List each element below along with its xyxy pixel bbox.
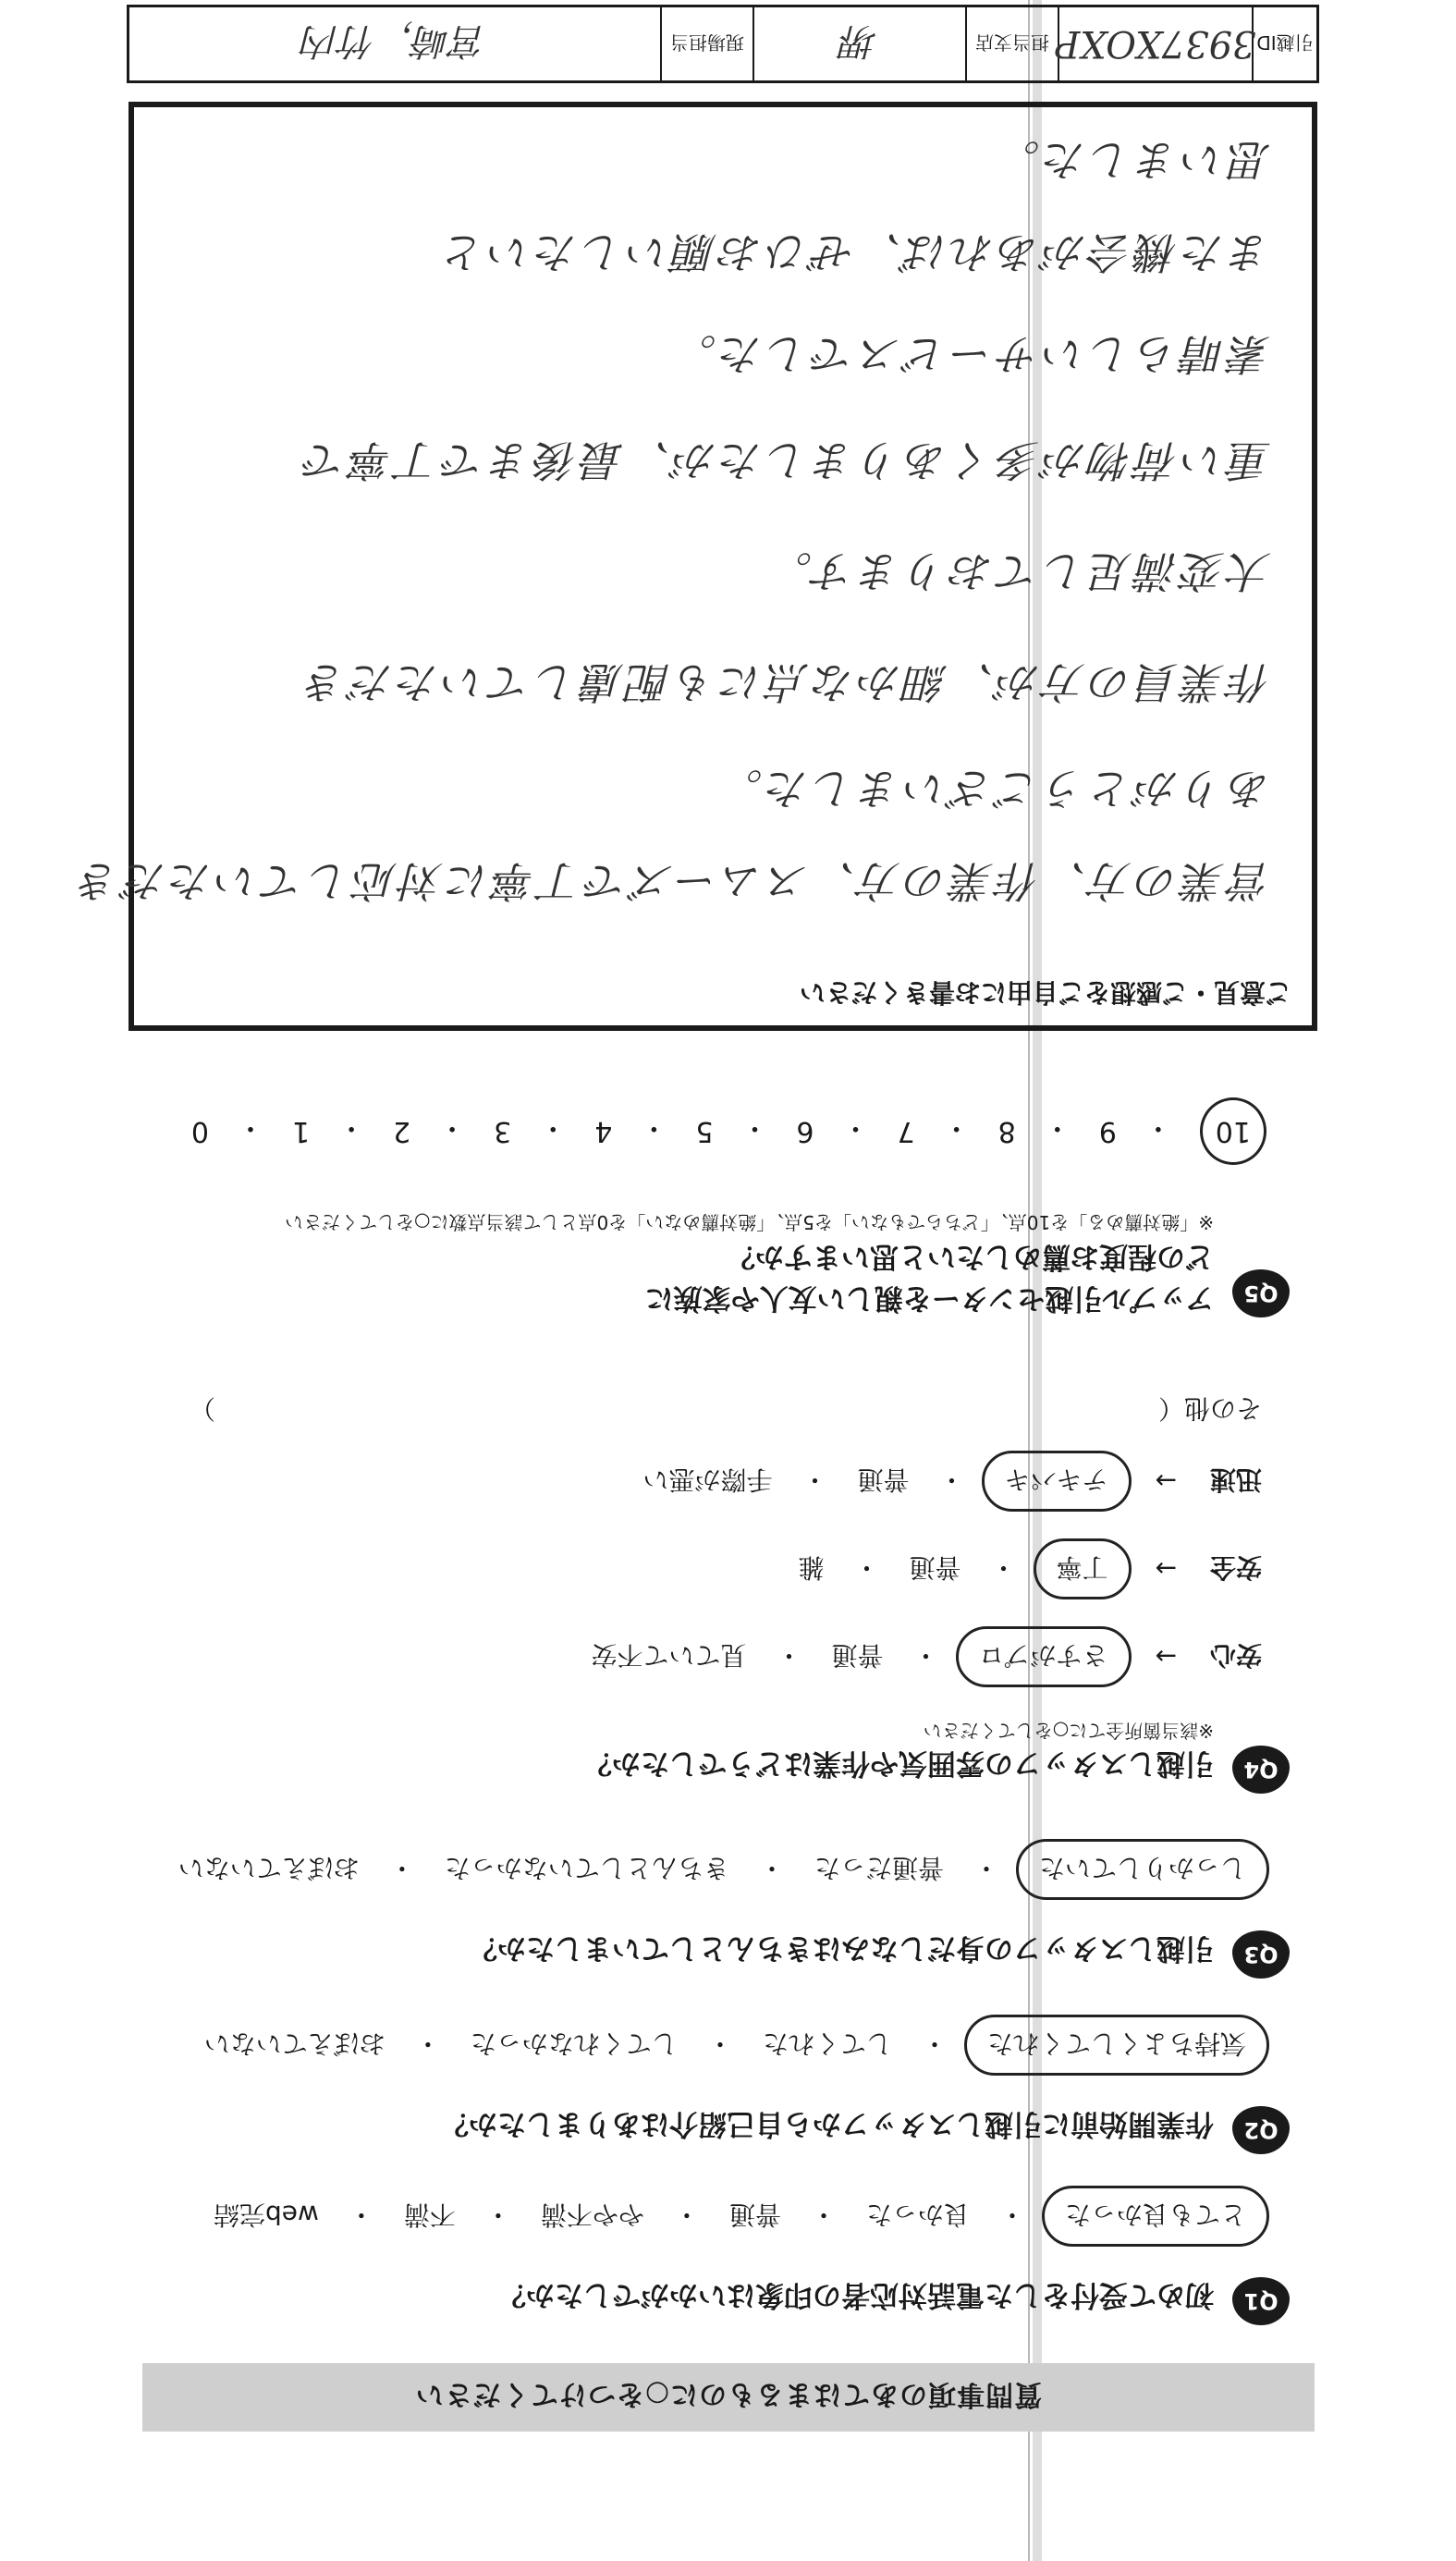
scale-value[interactable]: 5 bbox=[695, 1115, 714, 1147]
q4-option-circled[interactable]: 丁寧 bbox=[1034, 1538, 1132, 1599]
comment-line: 素晴らしいサービスでした。 bbox=[670, 329, 1271, 379]
q1-badge: Q1 bbox=[1232, 2277, 1290, 2325]
comment-line: 大変満足しております。 bbox=[765, 546, 1271, 596]
footer-table bbox=[127, 5, 1319, 83]
q4-option[interactable]: 普通 bbox=[831, 1640, 884, 1671]
q4-option-circled[interactable]: テキパキ bbox=[982, 1451, 1132, 1512]
q4-badge: Q4 bbox=[1232, 1746, 1290, 1794]
q4-option[interactable]: 雑 bbox=[798, 1552, 825, 1583]
q4-option[interactable]: 手際が悪い bbox=[642, 1464, 773, 1495]
q4-other-close: ） bbox=[189, 1393, 215, 1424]
comment-line: また機会があれば、ぜひお願いしたいと bbox=[439, 227, 1271, 277]
q2-options: 気持ちよくしてくれた ・ してくれた ・ してくれなかった ・ おぼえていない bbox=[199, 2015, 1262, 2076]
q1-option-circled[interactable]: とても良かった bbox=[1042, 2186, 1269, 2247]
branch-label: 担当支店 bbox=[965, 7, 1058, 80]
q2-option[interactable]: してくれなかった bbox=[470, 2028, 678, 2059]
q3-option[interactable]: 普通だった bbox=[814, 1853, 944, 1883]
q4-other-row bbox=[79, 1391, 1262, 1428]
staff-label: 現場担当 bbox=[660, 7, 752, 80]
scale-value[interactable]: 4 bbox=[594, 1115, 613, 1147]
scale-value-circled[interactable]: 10 bbox=[1200, 1097, 1266, 1165]
instruction-banner: 質問事項のあてはまるものに○をつけてください bbox=[142, 2363, 1315, 2432]
comments-box bbox=[73, 102, 1317, 1031]
q1-option[interactable]: 良かった bbox=[865, 2200, 970, 2230]
q4-row-label: 安全 bbox=[1209, 1552, 1262, 1583]
q2-badge: Q2 bbox=[1232, 2106, 1290, 2154]
q1-option[interactable]: 不満 bbox=[403, 2200, 456, 2230]
staff-value: 宮崎，竹内 bbox=[302, 19, 487, 62]
scale-value[interactable]: 9 bbox=[1098, 1115, 1117, 1147]
branch-value: 堺 bbox=[752, 7, 965, 80]
scale-value[interactable]: 3 bbox=[494, 1115, 512, 1147]
q4-option[interactable]: 見ていて不安 bbox=[591, 1640, 747, 1671]
q1-option[interactable]: 普通 bbox=[728, 2200, 781, 2230]
comment-line: 重い荷物が多くありましたが、最後まで丁寧で bbox=[300, 435, 1271, 485]
q2-option[interactable]: おぼえていない bbox=[203, 2028, 385, 2059]
arrow-right-icon: → bbox=[1155, 1465, 1177, 1497]
arrow-right-icon: → bbox=[1155, 1553, 1177, 1585]
q4-question: 引越しスタッフの雰囲気や作業はどうでしたか？ bbox=[583, 1746, 1214, 1780]
q3-option[interactable]: きちんとしていなかった bbox=[444, 1853, 729, 1883]
q1-options: とても良かった ・ 良かった ・ 普通 ・ やや不満 ・ 不満 ・ web完結 bbox=[208, 2186, 1262, 2247]
comment-line: ありがとうございました。 bbox=[716, 764, 1271, 814]
comment-line: 営業の方、作業の方、スムーズで丁寧に対応していただき bbox=[73, 856, 1271, 906]
q4-note: ※該当箇所全てに○をしてください bbox=[923, 1720, 1214, 1742]
scale-value[interactable]: 1 bbox=[291, 1115, 311, 1147]
q3-options: しっかりしていた ・ 普通だった ・ きちんとしていなかった ・ おぼえていない bbox=[173, 1839, 1262, 1900]
q5-note: ※「絶対薦める」を10点、「どちらでもない」を5点、「絶対薦めない」を0点として該当点数に○をしてください bbox=[285, 1211, 1214, 1233]
comment-line: 思いました。 bbox=[994, 135, 1271, 185]
q4-other-label: その他（ bbox=[1157, 1393, 1262, 1424]
arrow-right-icon: → bbox=[1155, 1641, 1177, 1673]
q3-option-circled[interactable]: しっかりしていた bbox=[1016, 1839, 1269, 1900]
scale-value[interactable]: 2 bbox=[393, 1115, 411, 1147]
q4-option-circled[interactable]: さすがプロ bbox=[956, 1626, 1132, 1687]
q1-question: 初めて受付をした電話対応者の印象はいかがでしたか？ bbox=[497, 2278, 1214, 2311]
scale-value[interactable]: 6 bbox=[796, 1115, 814, 1147]
q5-question-line1: アップル引越センターを親しい友人や家族に bbox=[644, 1281, 1214, 1315]
id-value: 3937XOXP bbox=[1058, 7, 1252, 80]
q4-row-label: 迅速 bbox=[1209, 1464, 1262, 1495]
q2-option[interactable]: してくれた bbox=[762, 2028, 892, 2059]
q4-option[interactable]: 普通 bbox=[857, 1464, 910, 1495]
q3-question: 引越しスタッフの身だしなみはきちんとしていましたか？ bbox=[469, 1931, 1214, 1965]
q4-row-anzen: 安全 → 丁寧 ・ 普通 ・ 雑 bbox=[792, 1538, 1262, 1599]
q5-question-line2: どの程度お薦めしたいと思いますか？ bbox=[727, 1240, 1214, 1273]
scale-value[interactable]: 8 bbox=[997, 1115, 1016, 1147]
comments-title: ご意見・ご感想をご自由にお書きください bbox=[799, 977, 1291, 1008]
q5-scale: 10 ・ 9 ・ 8 ・ 7 ・ 6 ・ 5 ・ 4 ・ 3 ・ 2 ・ 1 ・ 0 bbox=[111, 1097, 1266, 1165]
id-label: 引越ID bbox=[1252, 7, 1316, 80]
q4-row-anshin: 安心 → さすがプロ ・ 普通 ・ 見ていて不安 bbox=[585, 1626, 1262, 1687]
q2-question: 作業開始前に引越しスタッフから自己紹介はありましたか？ bbox=[440, 2107, 1214, 2140]
q1-option[interactable]: やや不満 bbox=[540, 2200, 644, 2230]
q4-option[interactable]: 普通 bbox=[909, 1552, 961, 1583]
q3-option[interactable]: おぼえていない bbox=[177, 1853, 360, 1883]
comment-line: 作業員の方が、細かな点にも配慮していただき bbox=[300, 657, 1271, 707]
q5-badge: Q5 bbox=[1232, 1269, 1290, 1317]
q3-badge: Q3 bbox=[1232, 1930, 1290, 1979]
q4-row-label: 安心 bbox=[1209, 1640, 1262, 1671]
scale-value[interactable]: 7 bbox=[897, 1115, 915, 1147]
q2-option-circled[interactable]: 気持ちよくしてくれた bbox=[964, 2015, 1269, 2076]
q1-option[interactable]: web完結 bbox=[213, 2200, 319, 2230]
scale-value[interactable]: 0 bbox=[190, 1115, 209, 1147]
q4-row-jinsoku: 迅速 → テキパキ ・ 普通 ・ 手際が悪い bbox=[637, 1451, 1262, 1512]
